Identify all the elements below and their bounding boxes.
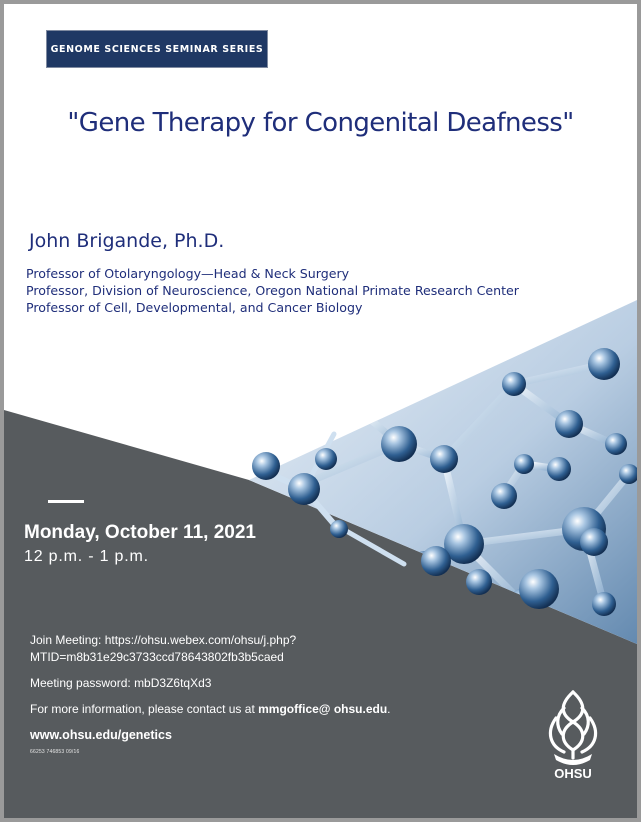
event-time: 12 p.m. - 1 p.m.	[24, 548, 149, 565]
accent-dash	[48, 500, 84, 503]
ohsu-logo-text: OHSU	[554, 766, 592, 781]
contact-suffix: .	[387, 702, 391, 716]
speaker-role: Professor, Division of Neuroscience, Oregon National Primate Research Center	[26, 283, 519, 298]
join-label: Join Meeting:	[30, 633, 102, 647]
speaker-name: John Brigande, Ph.D.	[29, 230, 225, 252]
event-datetime	[24, 520, 256, 568]
speaker-role: Professor of Cell, Developmental, and Cancer Biology	[26, 300, 363, 315]
join-link-continued[interactable]: MTID=m8b31e29c3733ccd78643802fb3b5caed	[30, 650, 284, 664]
contact-prefix: For more information, please contact us at	[30, 702, 255, 716]
contact-line	[30, 701, 391, 718]
contact-email[interactable]: mmgoffice@ ohsu.edu	[258, 702, 388, 716]
website-link[interactable]: www.ohsu.edu/genetics	[30, 728, 172, 742]
talk-title: "Gene Therapy for Congenital Deafness"	[67, 108, 574, 138]
join-meeting-line	[30, 632, 391, 649]
speaker-role: Professor of Otolaryngology—Head & Neck Surgery	[26, 266, 350, 281]
print-code: 66253 746853 09/16	[30, 749, 80, 755]
password-line	[30, 675, 391, 692]
join-link[interactable]: https://ohsu.webex.com/ohsu/j.php?	[104, 633, 297, 647]
event-date: Monday, October 11, 2021	[24, 522, 256, 543]
password-label: Meeting password:	[30, 676, 131, 690]
meeting-info	[30, 632, 391, 755]
password-value: mbD3Z6tqXd3	[134, 676, 212, 690]
series-label: GENOME SCIENCES SEMINAR SERIES	[50, 43, 264, 55]
